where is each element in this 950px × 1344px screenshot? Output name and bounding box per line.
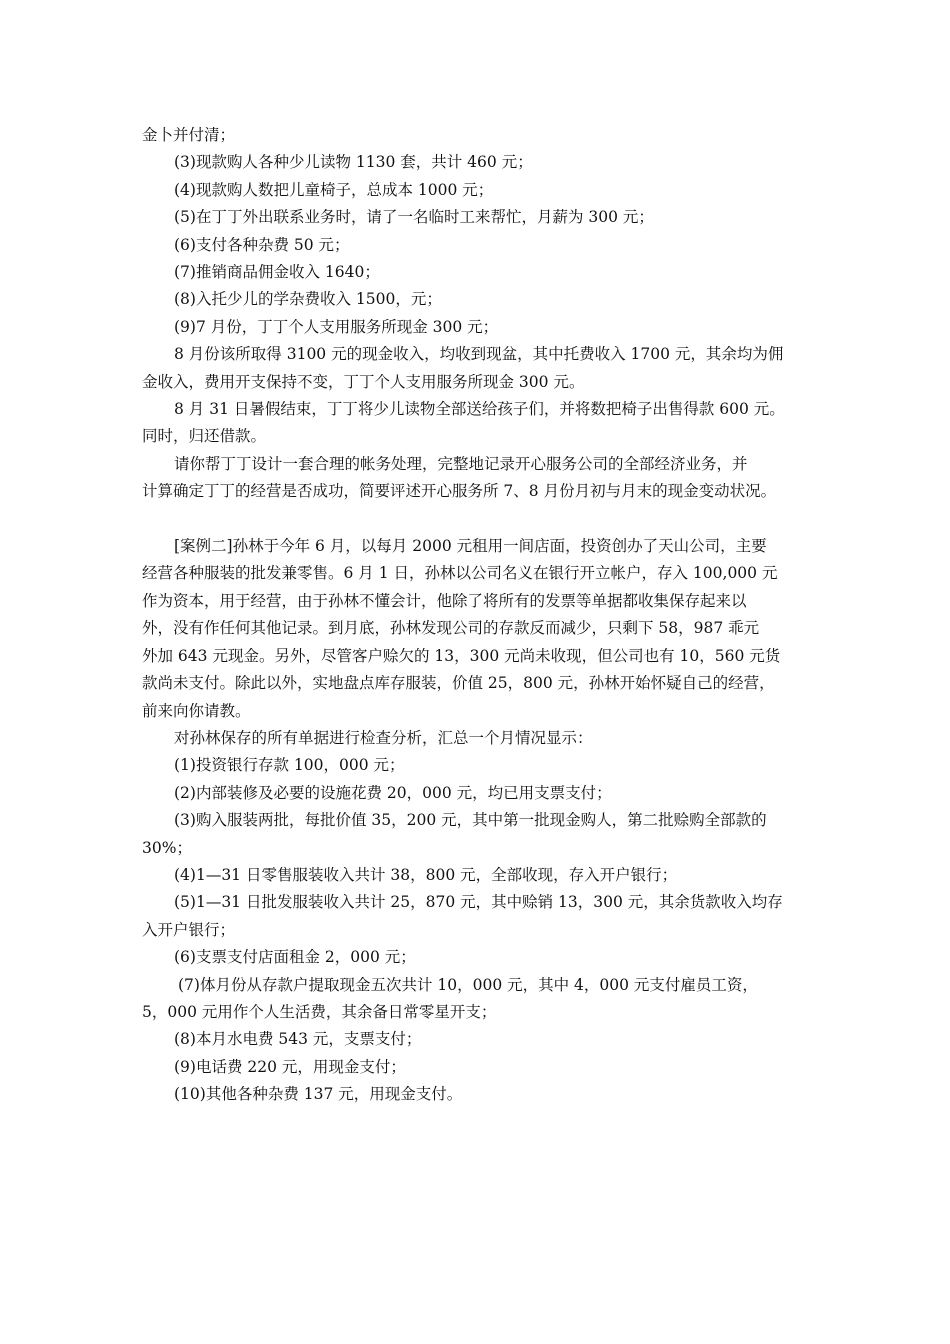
list-item: (1)投资银行存款 100，000 元；	[174, 756, 405, 775]
list-item-continuation: 入开户银行；	[142, 920, 236, 939]
list-item: (10)其他各种杂费 137 元，用现金支付。	[174, 1085, 463, 1104]
paragraph-gap	[142, 506, 814, 533]
case-heading-line: [案例二]孙林于今年 6 月，以每月 2000 元租用一间店面，投资创办了天山公司，主要	[174, 537, 767, 556]
list-item: (4)1—31 日零售服装收入共计 38，800 元，全部收现，存入开户银行；	[174, 865, 678, 884]
paragraph-line: 款尚未支付。除此以外，实地盘点库存服装，价值 25，800 元，孙林开始怀疑自己的经营，	[142, 674, 775, 693]
paragraph-line: 金收入，费用开支保持不变，丁丁个人支用服务所现金 300 元。	[142, 372, 585, 391]
list-item: (6)支付各种杂费 50 元；	[174, 235, 350, 254]
paragraph-line: 外，没有作任何其他记录。到月底，孙林发现公司的存款反而减少，只剩下 58，987 乖元	[142, 619, 760, 638]
list-item-continuation: 30%；	[142, 838, 192, 857]
list-item: (9)7 月份，丁丁个人支用服务所现金 300 元；	[174, 317, 499, 336]
list-item-continuation: 5，000 元用作个人生活费，其余备日常零星开支；	[142, 1002, 497, 1021]
list-item: (3)现款购人各种少儿读物 1130 套，共计 460 元；	[174, 153, 533, 172]
paragraph-line: 8 月 31 日暑假结束，丁丁将少儿读物全部送给孩子们，并将数把椅子出售得款 600 元。	[174, 400, 785, 419]
list-item: (5)在丁丁外出联系业务时，请了一名临时工来帮忙，月薪为 300 元；	[174, 208, 654, 227]
paragraph-line: 计算确定丁丁的经营是否成功，简要评述开心服务所 7、8 月份月初与月末的现金变动状况。	[142, 482, 777, 501]
paragraph-line: 同时，归还借款。	[142, 427, 267, 446]
paragraph-line: 对孙林保存的所有单据进行检查分析，汇总一个月情况显示：	[174, 728, 593, 747]
document-page	[142, 122, 814, 1109]
list-item: (8)入托少儿的学杂费收入 1500，元；	[174, 290, 442, 309]
list-item: (3)购入服装两批，每批价值 35，200 元，其中第一批现金购人，第二批赊购全部款的	[174, 811, 767, 830]
list-item: (9)电话费 220 元，用现金支付；	[174, 1057, 406, 1076]
paragraph-line: 作为资本，用于经营，由于孙林不懂会计，他除了将所有的发票等单据都收集保存起来以	[142, 591, 747, 610]
list-item: (8)本月水电费 543 元，支票支付；	[174, 1030, 422, 1049]
list-item: (4)现款购人数把儿童椅子，总成本 1000 元；	[174, 180, 494, 199]
paragraph-line: 外加 643 元现金。另外，尽管客户赊欠的 13，300 元尚未收现，但公司也有 10，560 元货	[142, 646, 781, 665]
paragraph-line: 8 月份该所取得 3100 元的现金收入，均收到现盆，其中托费收入 1700 元，其余均为佣	[174, 345, 784, 364]
paragraph-line: 请你帮丁丁设计一套合理的帐务处理，完整地记录开心服务公司的全部经济业务，并	[174, 454, 748, 473]
paragraph-line: 前来向你请教。	[142, 701, 251, 720]
list-item: (6)支票支付店面租金 2，000 元；	[174, 948, 416, 967]
list-item: (5)1—31 日批发服装收入共计 25，870 元，其中赊销 13，300 元，其余货款收入均存	[174, 893, 783, 912]
text-line: 金卜并付清；	[142, 126, 236, 144]
list-item: (2)内部装修及必要的设施花费 20，000 元，均已用支票支付；	[174, 783, 612, 802]
paragraph-line: 经营各种服装的批发兼零售。6 月 1 日，孙林以公司名义在银行开立帐户，存入 100,000 元	[142, 564, 778, 583]
list-item: (7)体月份从存款户提取现金五次共计 10，000 元，其中 4，000 元支付雇员工资，	[178, 975, 758, 994]
list-item: (7)推销商品佣金收入 1640；	[174, 263, 380, 282]
